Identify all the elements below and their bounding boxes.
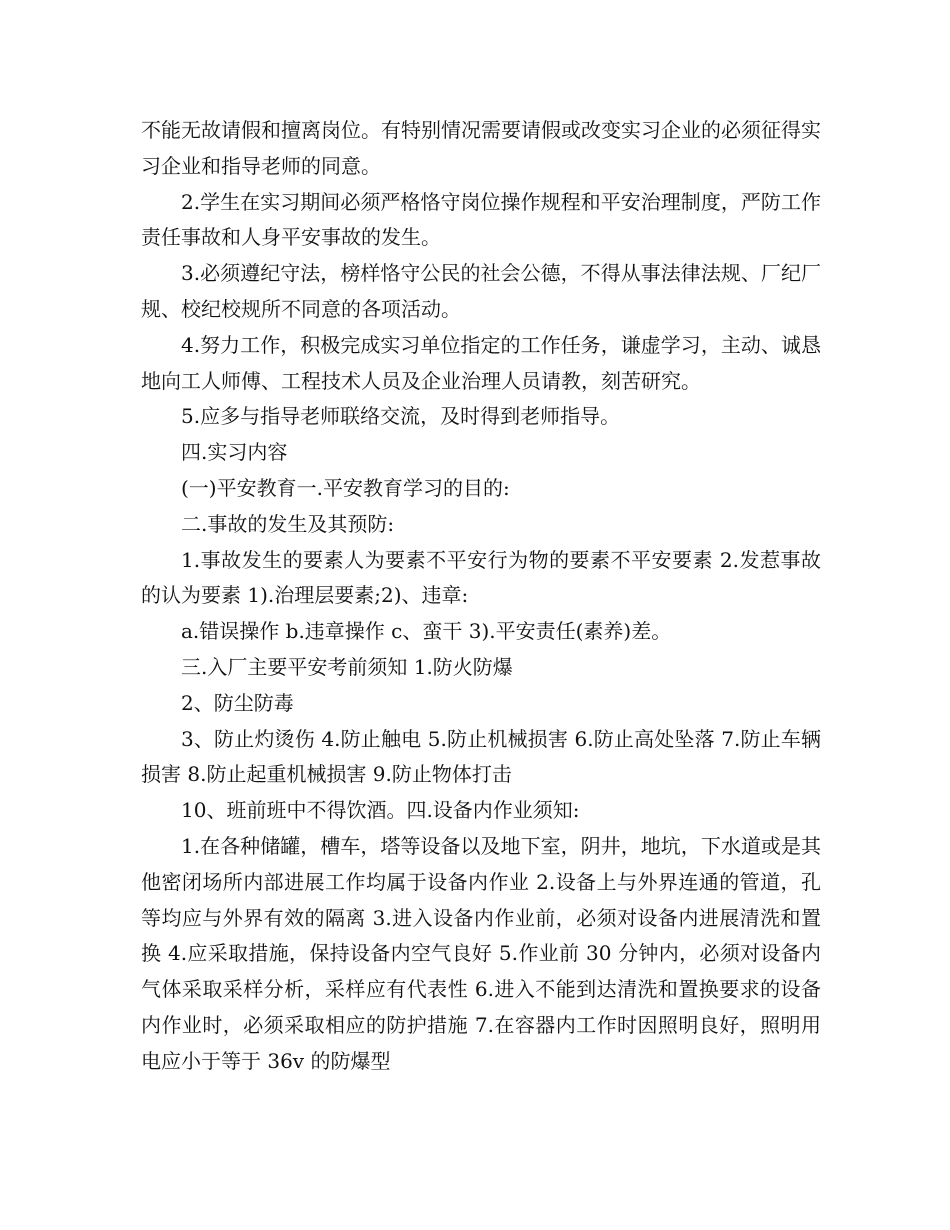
subheading-accident-prevention: 二.事故的发生及其预防: — [181, 511, 395, 536]
subheading-safety-education: (一)平安教育一.平安教育学习的目的: — [181, 475, 510, 500]
paragraph-1: 不能无故请假和擅离岗位。有特别情况需要请假或改变实习企业的必须征得实习企业和指导老师的同意。 — [141, 118, 821, 178]
paragraph-4: 4.努力工作，积极完成实习单位指定的工作任务，谦虚学习，主动、诚恳地向工人师傅、工程技术人员及企业治理人员请教，刻苦研究。 — [141, 332, 821, 393]
paragraph-safety-notices: 三.入厂主要平安考前须知 1.防火防爆 — [181, 654, 513, 679]
paragraph-accident-factors: 1.事故发生的要素人为要素不平安行为物的要素不平安要素 2.发惹事故的认为要素 1).治理层要素;2)、违章: — [141, 547, 821, 608]
section-heading-content: 四.实习内容 — [181, 440, 288, 465]
paragraph-violations: a.错误操作 b.违章操作 c、蛮干 3).平安责任(素养)差。 — [181, 619, 672, 644]
paragraph-no-drinking: 10、班前班中不得饮酒。四.设备内作业须知: — [181, 798, 580, 823]
paragraph-3: 3.必须遵纪守法，榜样恪守公民的社会公德，不得从事法律法规、厂纪厂规、校纪校规所不同意的各项活动。 — [141, 261, 821, 321]
paragraph-equipment-work: 1.在各种储罐，槽车，塔等设备以及地下室，阴井，地坑，下水道或是其他密闭场所内部进展工作均属于设备内作业 2.设备上与外界连通的管道，孔等均应与外界有效的隔离 3.进入设备内作业前，必须对设备内进展清洗和置换 4.应采取措施，保持设备内空气良好 5.作业前 30 分钟内，必须对设备内气体采取采样分析，采样应有代表性 6.进入不能到达清洗和置换要求的设备内作业时，必须采取相应的防护措施 7.在容器内工作时因照明良好，照明用电应小于等于 36v 的防爆型 — [141, 833, 821, 1073]
paragraph-dust-poison: 2、防尘防毒 — [181, 690, 294, 715]
paragraph-prevention-list: 3、防止灼烫伤 4.防止触电 5.防止机械损害 6.防止高处坠落 7.防止车辆损害 8.防止起重机械损害 9.防止物体打击 — [141, 726, 821, 787]
document-body — [141, 113, 821, 1080]
paragraph-5: 5.应多与指导老师联络交流，及时得到老师指导。 — [181, 404, 621, 429]
paragraph-2: 2.学生在实习期间必须严格恪守岗位操作规程和平安治理制度，严防工作责任事故和人身平安事故的发生。 — [141, 189, 821, 250]
